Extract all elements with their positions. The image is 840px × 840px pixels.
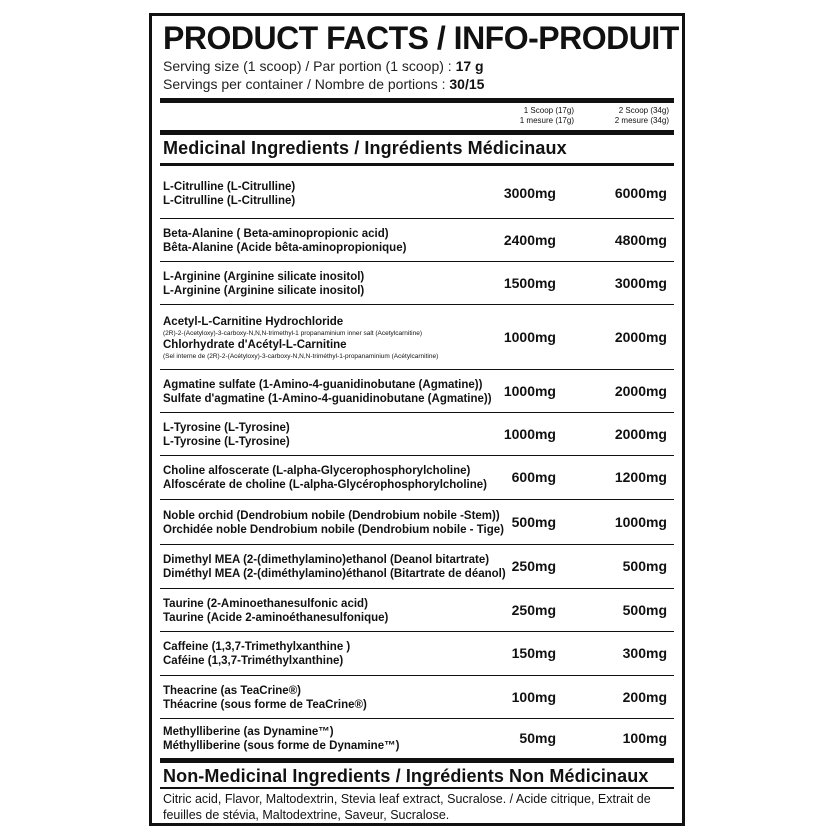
amount-single-scoop: 1000mg (503, 426, 556, 442)
ingredient-name-fr: Caféine (1,3,7-Triméthylxanthine) (163, 655, 344, 667)
product-facts-panel (149, 13, 685, 826)
ingredient-row (160, 413, 674, 456)
ingredient-name-fr: Méthylliberine (sous forme de Dynamine™) (163, 740, 400, 752)
amount-single-scoop: 600mg (511, 469, 556, 485)
ingredient-name-fr: L-Arginine (Arginine silicate inositol) (163, 285, 365, 297)
amount-single-scoop: 150mg (511, 645, 556, 661)
amount-double-scoop: 500mg (622, 602, 667, 618)
ingredient-chemical-fr: (Sel interne de (2R)-2-(Acétyloxy)-3-carboxy-N,N,N-triméthyl-1-propanaminium (Acétylcarnitine) (163, 353, 439, 360)
amount-single-scoop: 1000mg (503, 329, 556, 345)
ingredient-names (163, 684, 535, 712)
ingredient-name-en: Beta-Alanine ( Beta-aminopropionic acid) (163, 228, 389, 240)
thick-divider-top (160, 98, 674, 103)
ingredient-row (160, 305, 674, 370)
ingredient-names (163, 315, 535, 361)
amount-double-scoop: 200mg (622, 689, 667, 705)
column-header-single-scoop (520, 106, 574, 126)
ingredient-name-fr: Orchidée noble Dendrobium nobile (Dendrobium nobile - Tige) (163, 524, 504, 536)
nonmedicinal-ingredients-text: Citric acid, Flavor, Maltodextrin, Stevia leaf extract, Sucralose. / Acide citrique, Extrait de feuilles de stévia, Maltodextrine, Saveur, Sucralose. (163, 792, 651, 822)
ingredient-names (163, 421, 535, 449)
ingredient-row (160, 262, 674, 305)
col2-line2: 2 mesure (34g) (614, 116, 669, 125)
ingredient-name-fr: Alfoscérate de choline (L-alpha-Glycérophosphorylcholine) (163, 479, 487, 491)
amount-single-scoop: 250mg (511, 558, 556, 574)
amount-double-scoop: 1000mg (614, 514, 667, 530)
ingredient-name-en: L-Arginine (Arginine silicate inositol) (163, 271, 365, 283)
ingredient-row (160, 500, 674, 545)
medicinal-section-title: Medicinal Ingredients / Ingrédients Médicinaux (163, 138, 567, 158)
ingredient-names (163, 597, 535, 625)
ingredient-name-en: Taurine (2-Aminoethanesulfonic acid) (163, 598, 368, 610)
thick-divider-medicinal (160, 130, 674, 135)
ingredient-name-en: Acetyl-L-Carnitine Hydrochloride (163, 316, 344, 328)
ingredient-name-fr: Sulfate d'agmatine (1-Amino-4-guanidinobutane (Agmatine)) (163, 393, 492, 405)
ingredient-name-en: Methylliberine (as Dynamine™) (163, 726, 334, 738)
ingredient-row (160, 589, 674, 632)
ingredient-name-fr: Bêta-Alanine (Acide bêta-aminopropionique) (163, 242, 407, 254)
amount-single-scoop: 50mg (519, 730, 556, 746)
amount-double-scoop: 2000mg (614, 329, 667, 345)
ingredient-name-fr: Taurine (Acide 2-aminoéthanesulfonique) (163, 612, 389, 624)
ingredient-row (160, 545, 674, 589)
col1-line2: 1 mesure (17g) (519, 116, 574, 125)
amount-double-scoop: 300mg (622, 645, 667, 661)
amount-single-scoop: 2400mg (503, 232, 556, 248)
ingredient-name-en: Dimethyl MEA (2-(dimethylamino)ethanol (Deanol bitartrate) (163, 554, 490, 566)
ingredient-names (163, 378, 535, 406)
serving-size-label: Serving size (1 scoop) / Par portion (1 scoop) : (163, 58, 452, 74)
ingredient-names (163, 270, 535, 298)
ingredient-name-en: L-Tyrosine (L-Tyrosine) (163, 422, 290, 434)
ingredient-row (160, 219, 674, 262)
ingredient-row (160, 456, 674, 500)
serving-size-value: 17 g (455, 58, 484, 74)
ingredient-names (163, 640, 535, 668)
ingredient-name-en: Theacrine (as TeaCrine®) (163, 685, 301, 697)
ingredient-name-fr: Théacrine (sous forme de TeaCrine®) (163, 699, 367, 711)
amount-single-scoop: 1500mg (503, 275, 556, 291)
ingredient-name-en: Noble orchid (Dendrobium nobile (Dendrobium nobile -Stem)) (163, 510, 500, 522)
ingredient-names (163, 725, 535, 753)
serving-size (163, 58, 484, 74)
ingredient-row (160, 676, 674, 719)
amount-single-scoop: 100mg (511, 689, 556, 705)
ingredient-name-fr: L-Tyrosine (L-Tyrosine) (163, 436, 290, 448)
amount-double-scoop: 3000mg (614, 275, 667, 291)
servings-per-container (163, 76, 484, 92)
ingredient-row (160, 719, 674, 758)
amount-double-scoop: 2000mg (614, 426, 667, 442)
amount-double-scoop: 2000mg (614, 383, 667, 399)
divider-under-nonmedicinal-title (160, 787, 674, 789)
ingredient-row (160, 168, 674, 219)
ingredient-chemical-en: (2R)-2-(Acetyloxy)-3-carboxy-N,N,N-trimethyl-1 propanaminium inner salt (Acetylcarnitine) (163, 330, 422, 337)
servings-value: 30/15 (449, 76, 485, 92)
ingredient-names (163, 464, 535, 492)
thick-divider-nonmedicinal (160, 758, 674, 763)
panel-title: PRODUCT FACTS / INFO-PRODUIT (163, 20, 679, 56)
ingredient-row (160, 632, 674, 676)
ingredient-row (160, 370, 674, 413)
amount-single-scoop: 250mg (511, 602, 556, 618)
ingredient-name-fr: Diméthyl MEA (2-(diméthylamino)éthanol (Bitartrate de déanol) (163, 568, 506, 580)
ingredient-names (163, 553, 535, 581)
amount-double-scoop: 500mg (622, 558, 667, 574)
ingredient-name-en: Choline alfoscerate (L-alpha-Glycerophosphorylcholine) (163, 465, 471, 477)
ingredient-name-en: Caffeine (1,3,7-Trimethylxanthine ) (163, 641, 351, 653)
ingredient-name-en: Agmatine sulfate (1-Amino-4-guanidinobutane (Agmatine)) (163, 379, 483, 391)
amount-double-scoop: 1200mg (614, 469, 667, 485)
amount-double-scoop: 100mg (622, 730, 667, 746)
col1-line1: 1 Scoop (17g) (523, 106, 574, 115)
amount-single-scoop: 500mg (511, 514, 556, 530)
amount-double-scoop: 4800mg (614, 232, 667, 248)
column-header-double-scoop (615, 106, 669, 126)
col2-line1: 2 Scoop (34g) (618, 106, 669, 115)
ingredient-name-fr: Chlorhydrate d'Acétyl-L-Carnitine (163, 339, 347, 351)
ingredient-name-en: L-Citrulline (L-Citrulline) (163, 181, 296, 193)
nonmedicinal-section-title: Non-Medicinal Ingredients / Ingrédients Non Médicinaux (163, 766, 649, 786)
servings-label: Servings per container / Nombre de portions : (163, 76, 446, 92)
divider-under-medicinal-title (160, 163, 674, 166)
amount-double-scoop: 6000mg (614, 185, 667, 201)
ingredient-name-fr: L-Citrulline (L-Citrulline) (163, 195, 296, 207)
ingredient-names (163, 227, 535, 255)
ingredient-names (163, 509, 535, 537)
amount-single-scoop: 1000mg (503, 383, 556, 399)
ingredient-names (163, 180, 535, 208)
amount-single-scoop: 3000mg (503, 185, 556, 201)
